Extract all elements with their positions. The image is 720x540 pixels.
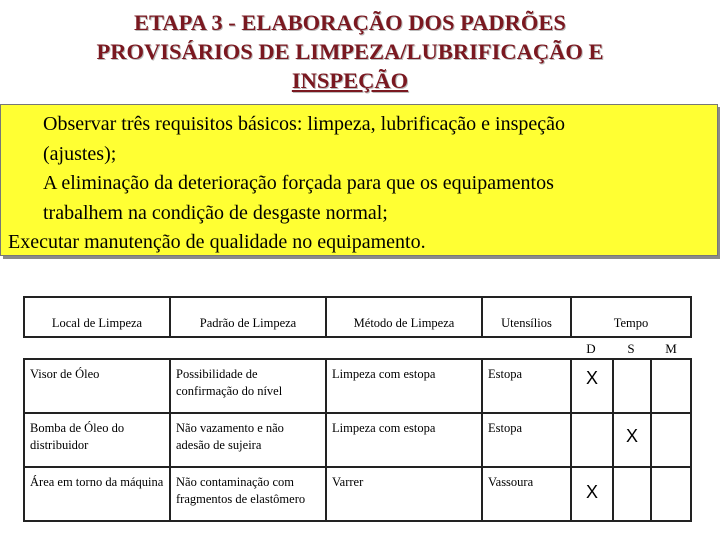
title-line-3: INSPEÇÃO [291,68,409,93]
header-metodo: Método de Limpeza [325,296,481,338]
box-line-1: Observar três requisitos básicos: limpeza, lubrificação e inspeção [43,113,566,135]
box-line-4: trabalhem na condição de desgaste normal; [43,201,388,224]
row-3-m [650,466,692,522]
row-3-padrao: Não contaminação com fragmentos de elastômero [169,466,325,522]
row-1-metodo: Limpeza com estopa [325,358,481,412]
row-2-local: Bomba de Óleo do distribuidor [23,412,169,466]
row-3-utensilio: Vassoura [481,466,570,522]
row-2-d [570,412,612,466]
cleaning-standard-table [23,296,692,522]
row-1-padrao: Possibilidade de confirmação do nível [169,358,325,412]
row-2-padrao: Não vazamento e não adesão de sujeira [169,412,325,466]
box-line-3: A eliminação da deterioração forçada para que os equipamentos [43,172,554,194]
row-1-d: X [570,358,612,412]
box-line-5: Executar manutenção de qualidade no equipamento. [8,231,426,253]
header-utensilios: Utensílios [481,296,570,338]
row-3-local: Área em torno da máquina [23,466,169,522]
header-tempo: Tempo [570,296,692,338]
requirements-box [0,104,718,256]
title-line-2: PROVISÁRIOS DE LIMPEZA/LUBRIFICAÇÃO E [96,39,604,64]
row-3-metodo: Varrer [325,466,481,522]
row-1-local: Visor de Óleo [23,358,169,412]
row-3-s [612,466,650,522]
header-local: Local de Limpeza [23,296,169,338]
row-3-d: X [570,466,612,522]
header-padrao: Padrão de Limpeza [169,296,325,338]
row-2-s: X [612,412,650,466]
row-1-m [650,358,692,412]
table-row [23,412,692,466]
row-2-metodo: Limpeza com estopa [325,412,481,466]
row-1-s [612,358,650,412]
tempo-sub-d: D [586,341,596,356]
slide-title [0,8,700,95]
tempo-sub-m: M [665,341,677,356]
title-line-1: ETAPA 3 - ELABORAÇÃO DOS PADRÕES [134,10,566,35]
row-1-utensilio: Estopa [481,358,570,412]
tempo-sub-s: S [627,341,635,356]
table-row [23,466,692,522]
table-row [23,358,692,412]
row-2-utensilio: Estopa [481,412,570,466]
box-line-2: (ajustes); [43,142,117,165]
row-2-m [650,412,692,466]
